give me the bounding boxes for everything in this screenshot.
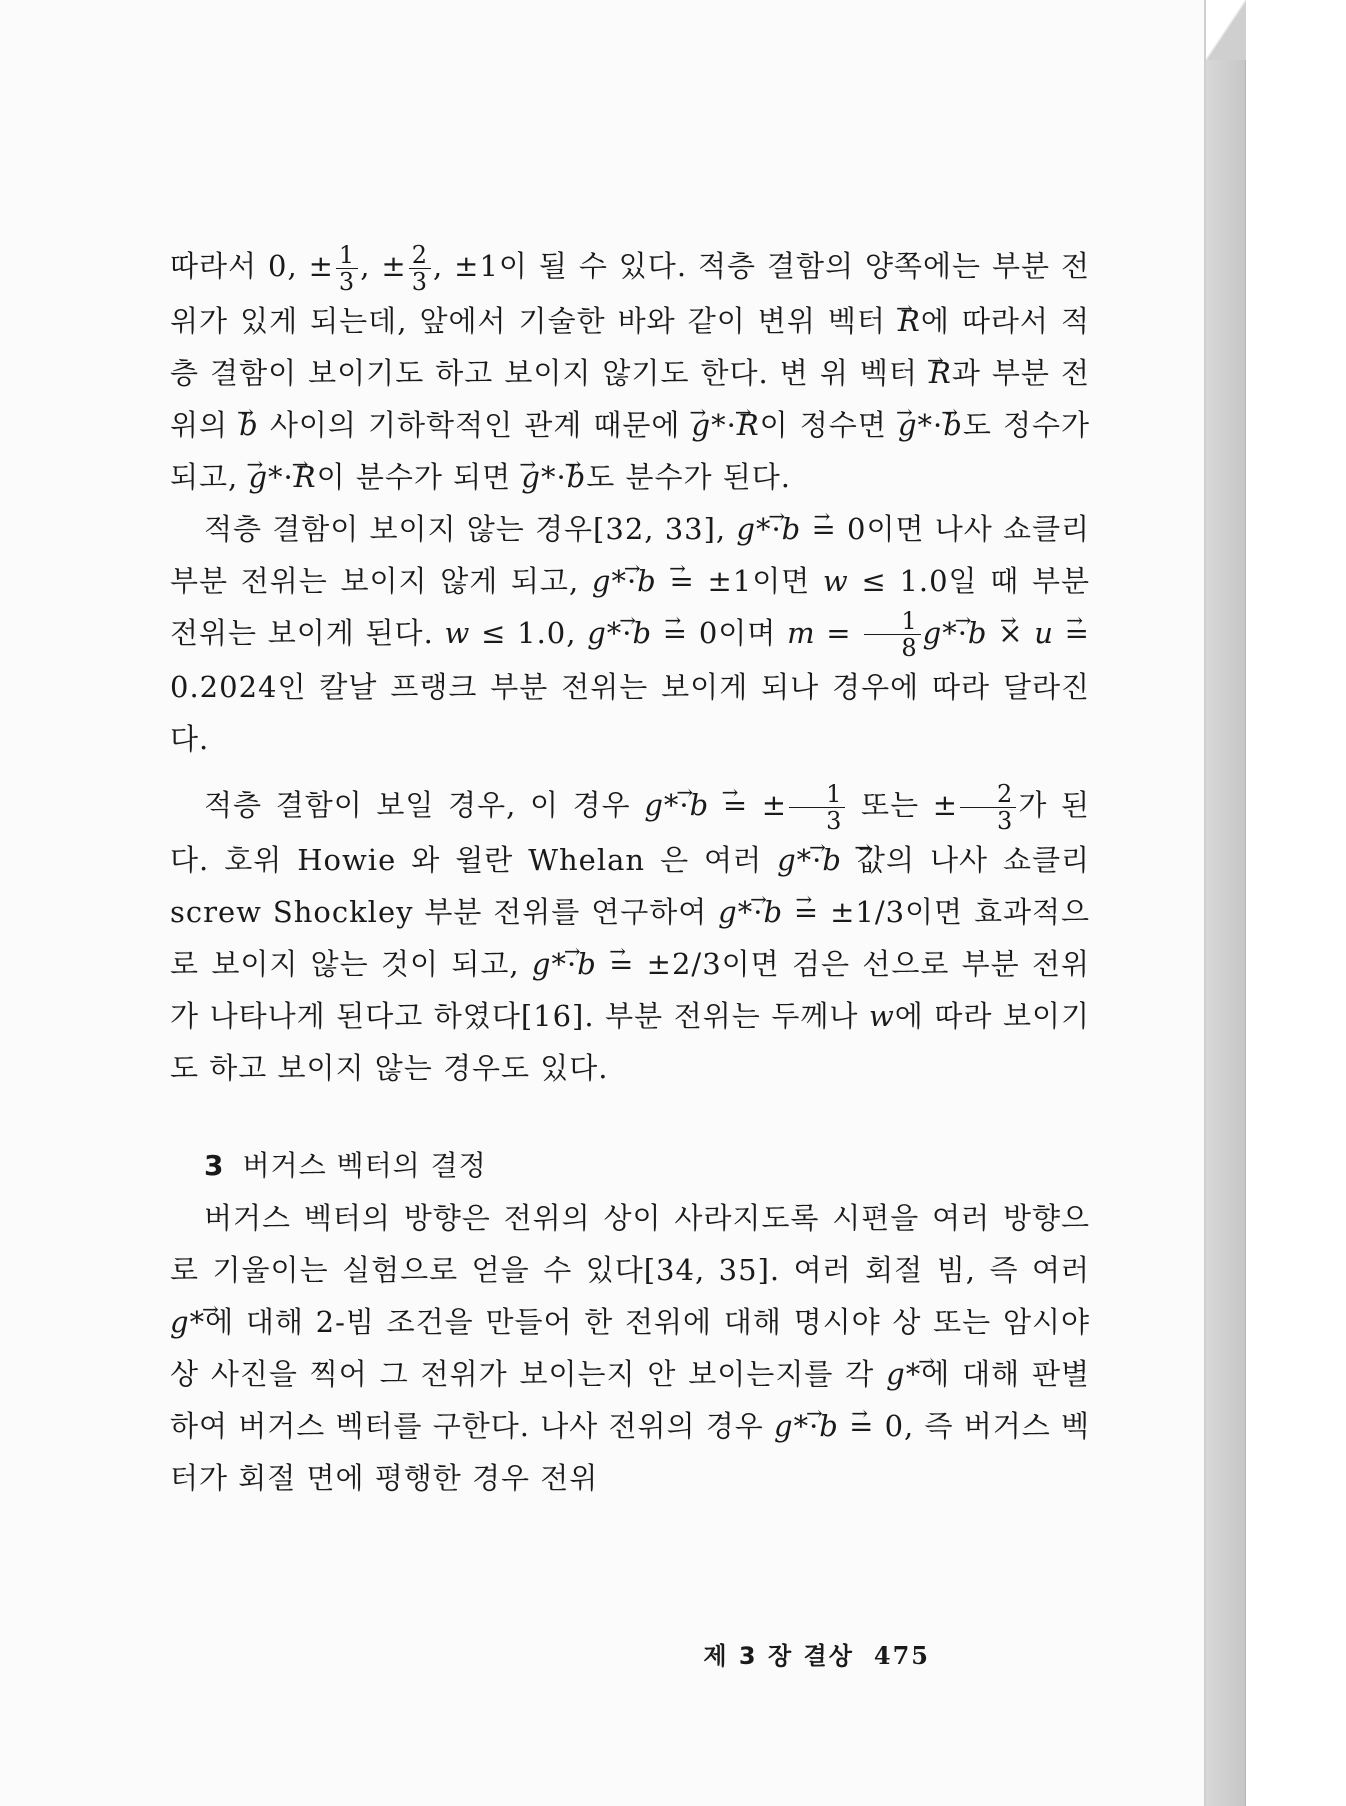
text: 과 부분 전위의 (170, 355, 1090, 442)
paragraph-4: 버거스 벡터의 방향은 전위의 상이 사라지도록 시편을 여러 방향으로 기울이는 실험으로 얻을 수 있다[34, 35]. 여러 회절 빔, 즉 여러 → g*에 대해 2-빔 조건을 만들어 한 전위에 대해 명시야 상 또는 암시야 상 사진을 찍어 그 전위가 보이는지 안 보이는지를 각 → g*에 대해 판별하여 버거스 벡터를 구한다. 나사 전위의 경우 → g*·→ b = 0, 즉 버거스 벡터가 회절 면에 평행한 경우 전위 (170, 1192, 1090, 1504)
paragraph-2: 적층 결함이 보이지 않는 경우[32, 33], → g*·→ b = 0이면 나사 쇼클리 부분 전위는 보이지 않게 되고, → g*·→ b = ±1이면 w ≤ 1.0일 때 부분 전위는 보이게 된다. w ≤ 1.0, → g*·→ b = 0이며 m = $\frac{1}{8}$ → g*·→ b × → u = 0.2024인 칼날 프랭크 부분 전위는 보이게 되나 경우에 따라 달라진다. (170, 503, 1090, 766)
text: , ± (360, 249, 407, 283)
text: 에 따라서 적층 결함이 보이기도 하고 보이지 않기도 한다. 변 (170, 303, 1090, 390)
chapter-label: 제 3 장 결상 (703, 1642, 854, 1670)
vector-b: → b (577, 947, 597, 981)
var-w: w (868, 998, 895, 1033)
fraction-one-third: $\frac{1}{3}$ (336, 242, 358, 295)
text: 따라서 0, ± (170, 249, 334, 283)
text: 사이의 기하학적인 관계 때문에 (258, 407, 681, 442)
vector-g: → g (718, 895, 738, 929)
text: 이 정수면 (759, 407, 898, 442)
vector-g: → g (532, 947, 552, 981)
page-number: 475 (873, 1641, 930, 1670)
vector-g: → g (777, 843, 797, 877)
vector-R: → R (737, 408, 760, 442)
vector-g: → g (923, 616, 943, 650)
text: 부분 전위가 있게 되는데, 앞에서 기술한 바와 같이 변위 벡터 (170, 249, 1090, 338)
vector-g: → g (170, 1305, 190, 1339)
vector-b: → b (822, 843, 842, 877)
paragraph-3: 적층 결함이 보일 경우, 이 경우 → g*·→ b = ± $\frac{1}{3}$ 또는 ± $\frac{2}{3}$ 가 된다. 호위 Howie 와 윌란 Whelan 은 여러 → g*·→ b 값의 나사 쇼클리 screw Shockley 부분 전위를 연구하여 → g*·→ b = ±1/3이면 효과적으로 보이지 않는 것이 되고, → g*·→ b = ±2/3이면 검은 선으로 부분 전위가 나타나게 된다고 하였다[16]. 부분 전위는 두께나 w에 따라 보이기도 하고 보이지 않는 경우도 있다. (170, 779, 1090, 1094)
vector-b: → b (690, 788, 710, 822)
text: , ±1이 될 수 있다. 적층 결함의 양쪽에는 (432, 249, 982, 283)
var-w: w (822, 563, 849, 598)
text: 도 정수가 되고, (170, 407, 1091, 494)
vector-R: → R (929, 356, 952, 390)
vector-b: → b (782, 512, 802, 546)
vector-g: → g (692, 408, 712, 442)
vector-g: → g (886, 1357, 906, 1391)
vector-b: → b (633, 616, 653, 650)
vector-R: → R (898, 304, 921, 338)
text: 이 분수가 되면 (316, 459, 512, 494)
vector-b: → b (943, 408, 963, 442)
text: 도 분수가 된다. (586, 459, 791, 494)
vector-g: → g (592, 564, 612, 598)
section-heading (170, 1140, 1090, 1192)
vector-b: → b (637, 564, 657, 598)
section-number: 3 (204, 1148, 225, 1182)
vector-b: → b (819, 1409, 839, 1443)
vector-g: → g (898, 408, 918, 442)
vector-g: → g (644, 788, 664, 822)
vector-b: → b (763, 895, 783, 929)
vector-b: → b (239, 408, 259, 442)
section-title: 버거스 벡터의 결정 (242, 1148, 487, 1182)
fraction-two-thirds: $\frac{2}{3}$ (960, 781, 1016, 834)
vector-g: → g (521, 460, 541, 494)
page-footer (703, 1636, 930, 1671)
vector-g: → g (248, 460, 268, 494)
vector-b: → b (968, 616, 988, 650)
vector-g: → g (736, 512, 756, 546)
fraction-one-third: $\frac{1}{3}$ (789, 781, 845, 834)
page-body (170, 240, 1090, 1504)
paragraph-1: 따라서 0, ± $\frac{1}{3}$ , ± $\frac{2}{3}$ , ±1이 될 수 있다. 적층 결함의 양쪽에는 부분 전위가 있게 되는데, 앞에서 기술한 바와 같이 변위 벡터 → R에 따라서 적층 결함이 보이기도 하고 보이지 않기도 한다. 변 위 벡터 → R과 부분 전위의 → b 사이의 기하학적인 관계 때문에 → g*·→ R이 정수면 → g*·→ b도 정수가 되고, → g*·→ R이 분수가 되면 → g*·→ b도 분수가 된다. (170, 240, 1090, 503)
vector-g: → g (774, 1409, 794, 1443)
fraction-one-eighth: $\frac{1}{8}$ (864, 608, 920, 661)
page-corner (1206, 0, 1246, 60)
vector-u: → u (1034, 616, 1054, 650)
fraction-two-thirds: $\frac{2}{3}$ (409, 242, 431, 295)
var-w: w (444, 615, 471, 650)
vector-R: → R (294, 460, 317, 494)
var-m: m (787, 615, 816, 650)
page-stack-edge (1206, 0, 1246, 1806)
text: 위 벡터 (819, 355, 929, 390)
vector-b: → b (567, 460, 587, 494)
vector-g: → g (587, 616, 607, 650)
